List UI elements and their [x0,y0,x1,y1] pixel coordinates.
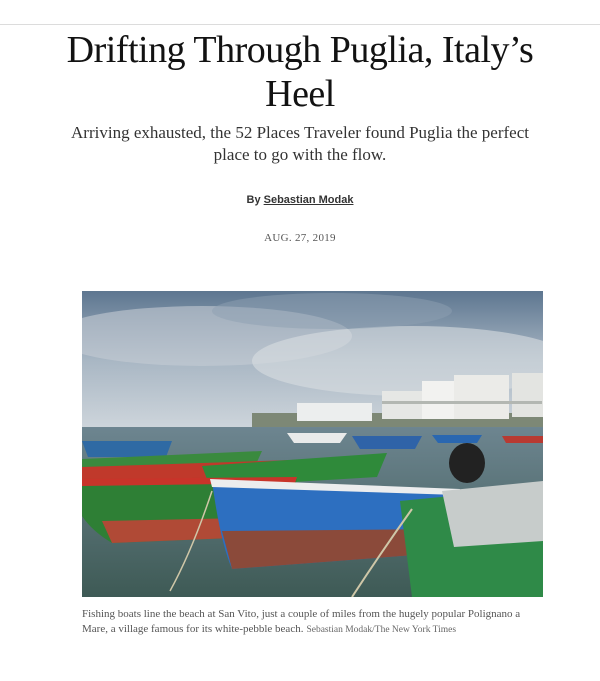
photo-credit: Sebastian Modak/The New York Times [306,625,457,635]
photo-caption [82,607,543,638]
boats-photo-illustration [82,291,543,597]
byline [0,194,600,206]
header-divider [0,24,600,25]
article-headline: Drifting Through Puglia, Italy’s Heel [66,29,534,115]
byline-prefix: By [246,194,264,206]
lead-photo [82,291,543,597]
caption-text: Fishing boats line the beach at San Vito, just a couple of miles from the hugely popular Polignano a Mare, a village famous for its white-pebble beach. [82,608,521,635]
article-summary: Arriving exhausted, the 52 Places Traveler found Puglia the perfect place to go with the flow. [71,123,529,164]
author-link[interactable]: Sebastian Modak [263,194,354,206]
publish-date: AUG. 27, 2019 [264,232,336,244]
